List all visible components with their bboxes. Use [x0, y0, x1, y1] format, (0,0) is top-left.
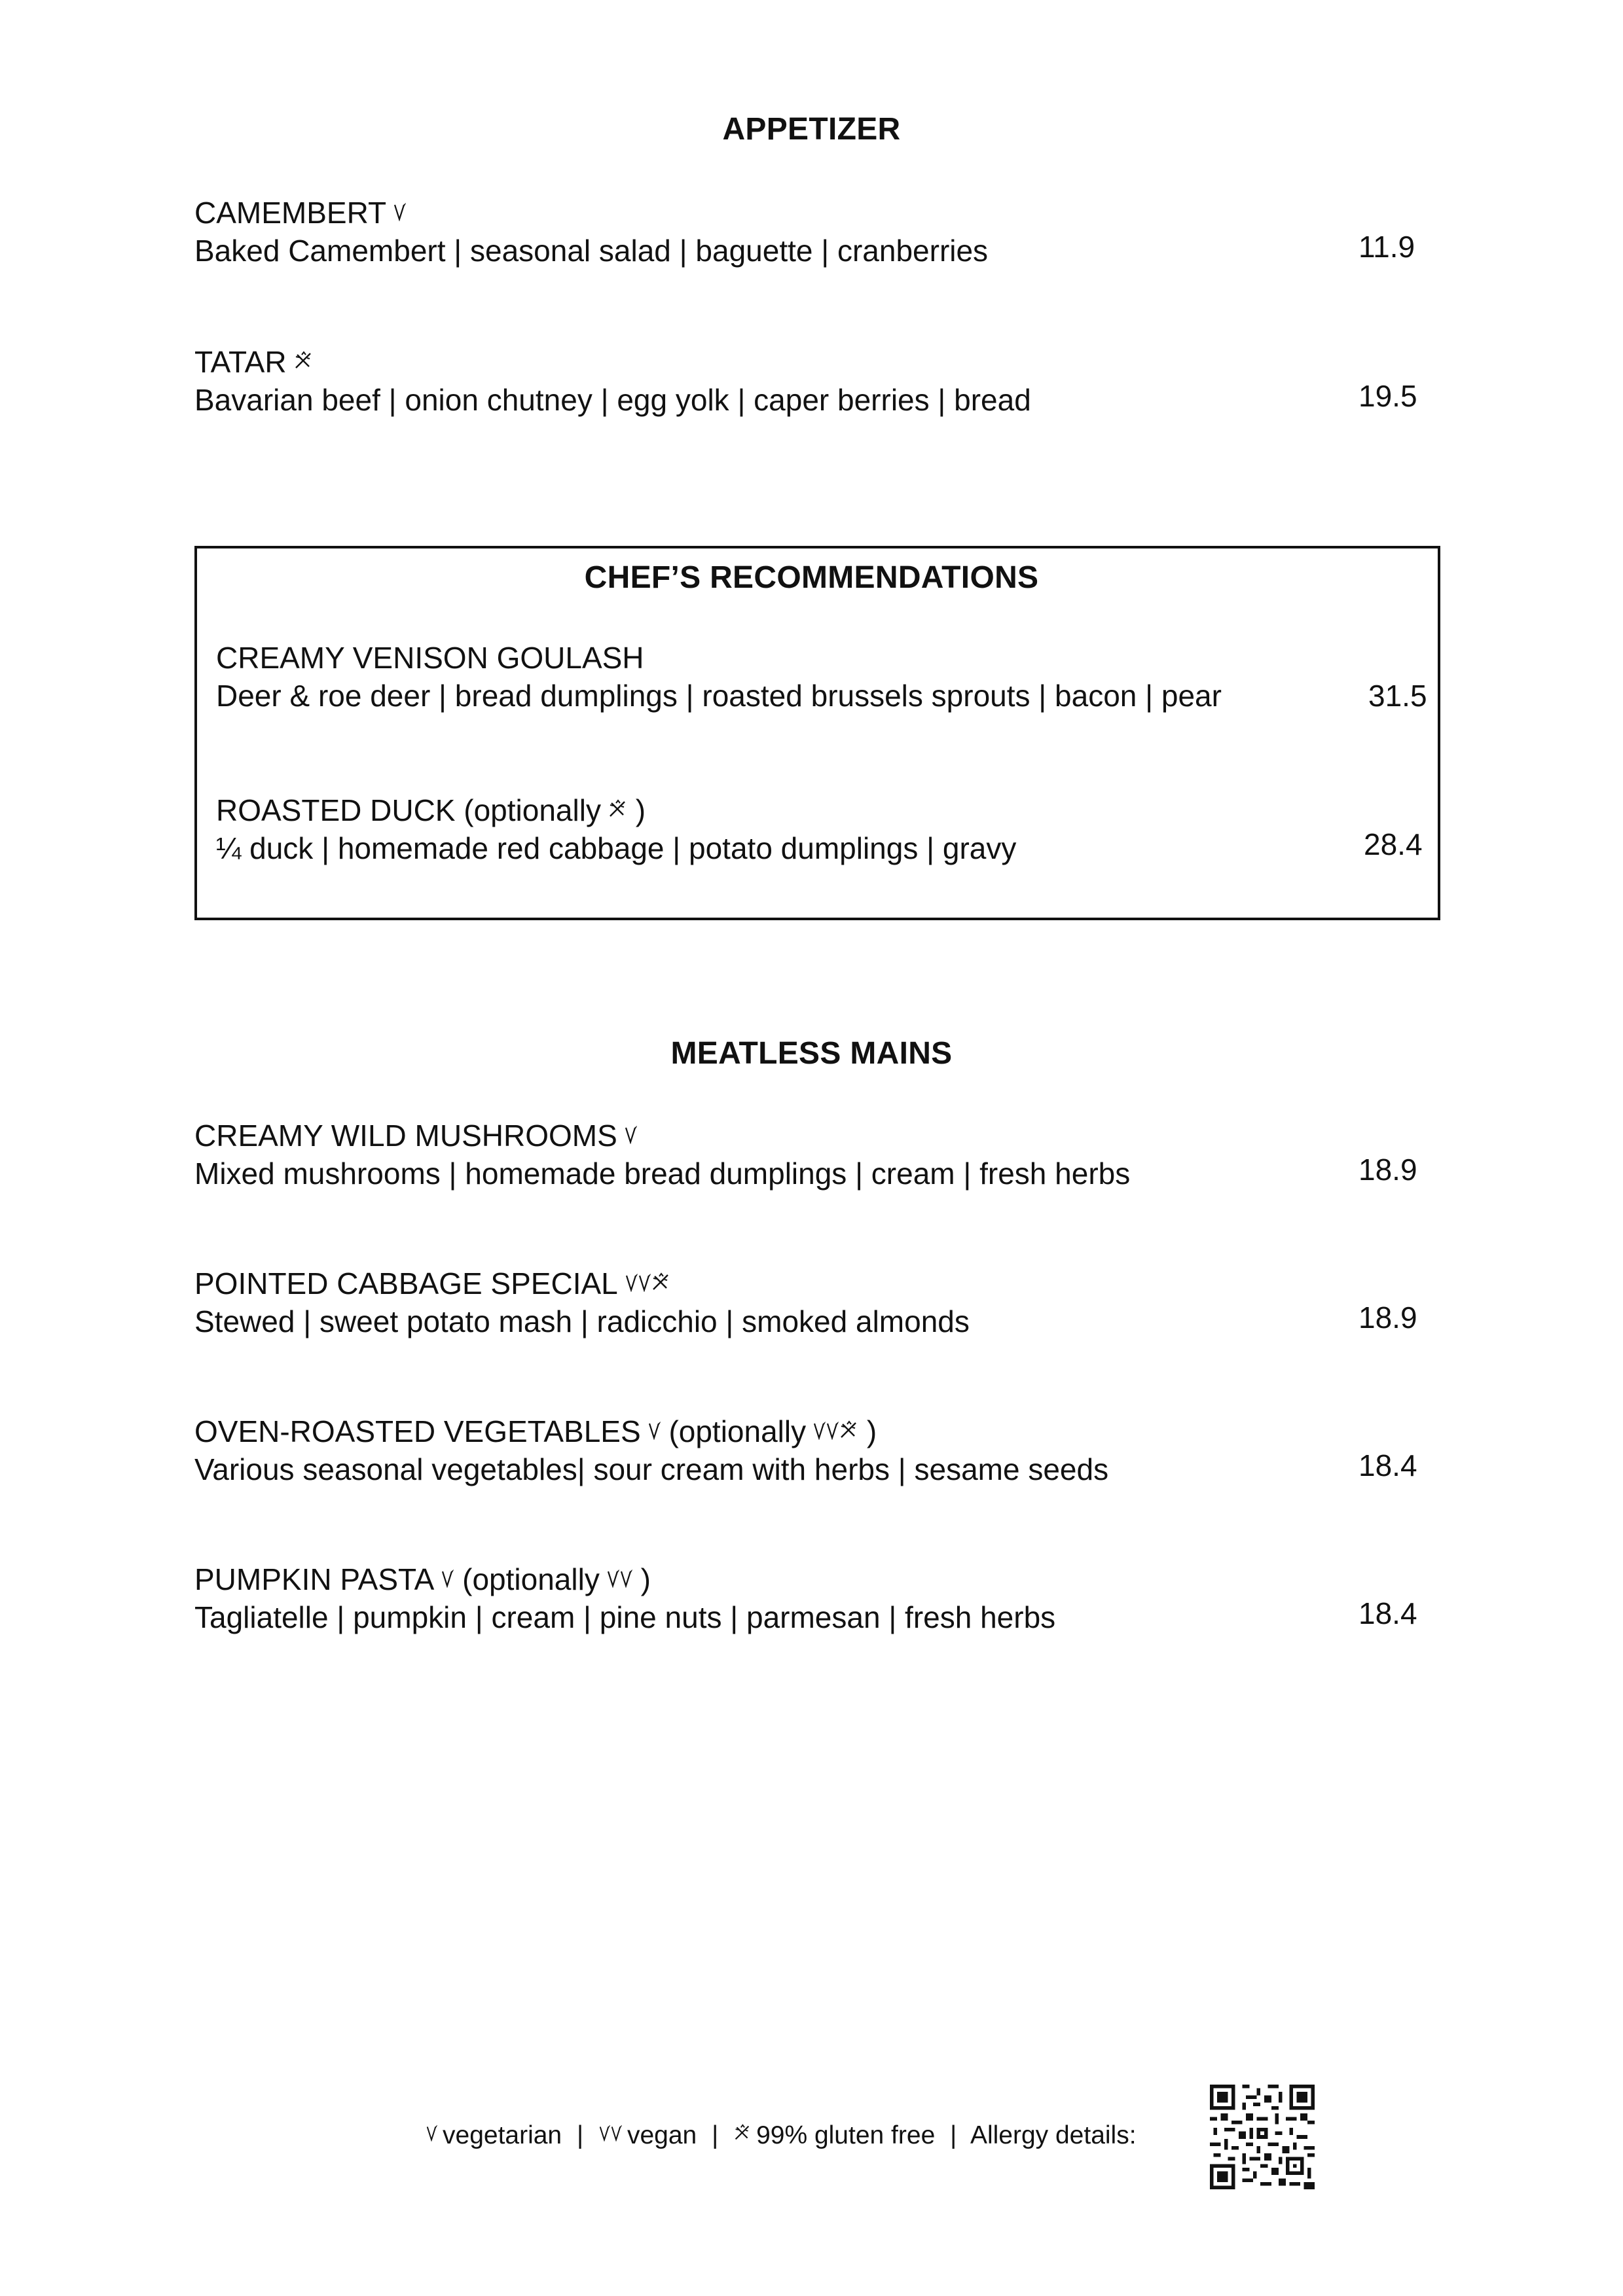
- item-description: Deer & roe deer | bread dumplings | roasted brussels sprouts | bacon | pear: [216, 679, 1222, 713]
- item-name: POINTED CABBAGE SPECIAL: [194, 1266, 618, 1300]
- item-description: Tagliatelle | pumpkin | cream | pine nuts | parmesan | fresh herbs: [194, 1600, 1056, 1634]
- menu-item-oven-roasted-vegetables: [194, 1408, 1108, 1488]
- appetizer-heading: APPETIZER: [722, 112, 901, 147]
- vegetarian-icon: [624, 1113, 637, 1151]
- item-description: Baked Camembert | seasonal salad | baguette | cranberries: [194, 234, 989, 268]
- item-description: Various seasonal vegetables| sour cream with herbs | sesame seeds: [194, 1452, 1109, 1486]
- legend: [426, 2115, 1137, 2152]
- vegetarian-icon: [426, 2115, 437, 2148]
- item-price: 11.9: [1359, 230, 1415, 264]
- item-description: Stewed | sweet potato mash | radicchio | smoked almonds: [194, 1304, 970, 1338]
- legend-vegan: vegan: [627, 2121, 697, 2149]
- gluten-free-icon: [608, 787, 627, 825]
- gluten-free-icon: [651, 1261, 670, 1299]
- item-description: Mixed mushrooms | homemade bread dumplings | cream | fresh herbs: [194, 1157, 1131, 1191]
- menu-item-wild-mushrooms: [194, 1113, 1130, 1193]
- menu-item-roasted-duck: [216, 787, 1016, 867]
- item-name: OVEN-ROASTED VEGETABLES: [194, 1414, 641, 1448]
- item-description: ¼ duck | homemade red cabbage | potato dumplings | gravy: [216, 831, 1017, 865]
- item-price: 19.5: [1359, 379, 1417, 413]
- item-name-mid: (optionally: [462, 1562, 600, 1596]
- gluten-free-icon: [293, 339, 313, 377]
- legend-separator: |: [712, 2121, 719, 2149]
- menu-item-tatar: [194, 339, 1031, 419]
- menu-item-venison-goulash: [216, 639, 1222, 715]
- vegan-icon: [625, 1261, 651, 1299]
- menu-item-pointed-cabbage: [194, 1261, 970, 1340]
- legend-allergy-details: Allergy details:: [970, 2121, 1137, 2149]
- item-price: 18.9: [1359, 1153, 1417, 1187]
- vegetarian-icon: [441, 1556, 454, 1594]
- qr-code-icon[interactable]: [1210, 2085, 1315, 2189]
- menu-item-pumpkin-pasta: [194, 1556, 1055, 1636]
- legend-vegetarian: vegetarian: [443, 2121, 562, 2149]
- item-price: 31.5: [1368, 679, 1427, 713]
- item-description: Bavarian beef | onion chutney | egg yolk | caper berries | bread: [194, 383, 1031, 417]
- meatless-mains-heading: MEATLESS MAINS: [670, 1036, 953, 1071]
- vegetarian-icon: [647, 1408, 661, 1446]
- legend-separator: |: [950, 2121, 957, 2149]
- menu-item-camembert: [194, 190, 988, 270]
- item-price: 18.9: [1359, 1300, 1417, 1335]
- item-name: PUMPKIN PASTA: [194, 1562, 435, 1596]
- legend-separator: |: [576, 2121, 584, 2149]
- vegan-icon: [812, 1408, 839, 1446]
- legend-gluten-free: 99% gluten free: [756, 2121, 936, 2149]
- item-price: 18.4: [1359, 1596, 1417, 1630]
- item-name: CAMEMBERT: [194, 196, 387, 230]
- item-name: TATAR: [194, 345, 287, 379]
- vegetarian-icon: [393, 190, 406, 228]
- item-name-close: ): [635, 793, 646, 827]
- vegan-icon: [598, 2115, 622, 2148]
- item-name-close: ): [866, 1414, 877, 1448]
- item-name-close: ): [640, 1562, 651, 1596]
- gluten-free-icon: [839, 1408, 858, 1446]
- item-name-mid: (optionally: [668, 1414, 807, 1448]
- item-price: 28.4: [1364, 827, 1423, 861]
- item-name: CREAMY WILD MUSHROOMS: [194, 1119, 617, 1153]
- item-name: CREAMY VENISON GOULASH: [216, 641, 644, 675]
- gluten-free-icon: [733, 2115, 751, 2148]
- vegan-icon: [606, 1556, 632, 1594]
- item-name: ROASTED DUCK (optionally: [216, 793, 601, 827]
- chefs-recommendations-heading: CHEF’S RECOMMENDATIONS: [584, 560, 1039, 595]
- item-price: 18.4: [1359, 1448, 1417, 1482]
